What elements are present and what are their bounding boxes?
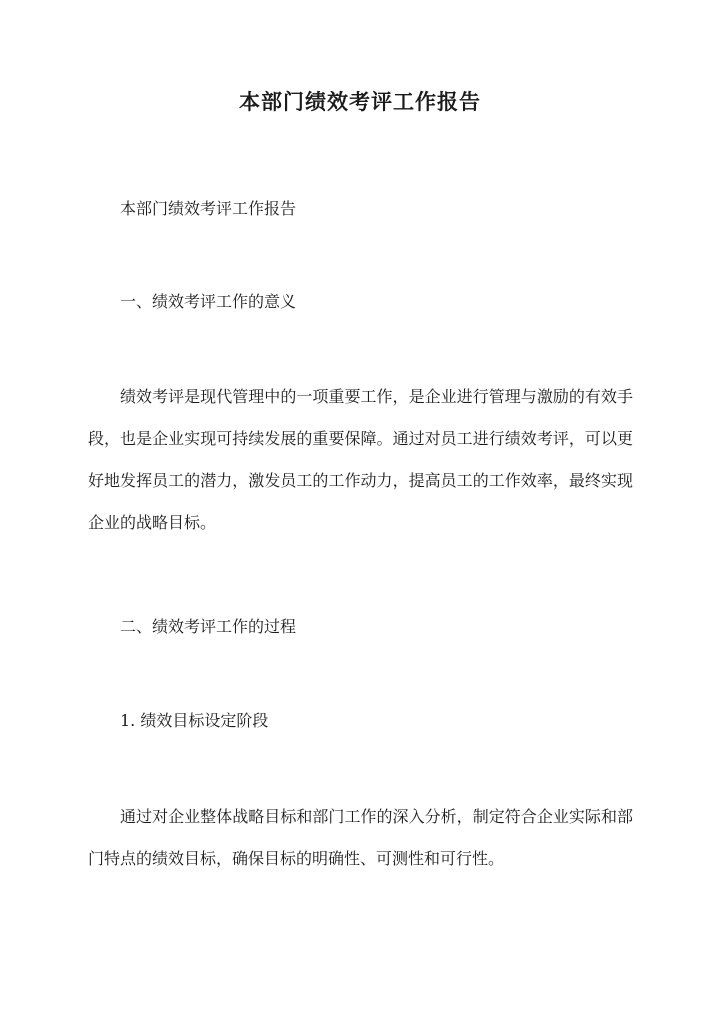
paragraph-goal-setting: 通过对企业整体战略目标和部门工作的深入分析，制定符合企业实际和部门特点的绩效目标，确保目标的明确性、可测性和可行性。 xyxy=(88,807,633,868)
section-heading-process: 二、绩效考评工作的过程 xyxy=(120,617,297,636)
paragraph-significance: 绩效考评是现代管理中的一项重要工作，是企业进行管理与激励的有效手段，也是企业实现可持续发展的重要保障。通过对员工进行绩效考评，可以更好地发挥员工的潜力，激发员工的工作动力，提高员工的工作效率，最终实现企业的战略目标。 xyxy=(88,387,633,532)
document-subtitle: 本部门绩效考评工作报告 xyxy=(120,199,297,218)
section-heading-significance: 一、绩效考评工作的意义 xyxy=(120,292,297,311)
subsection-heading-goal-setting: 1. 绩效目标设定阶段 xyxy=(120,711,269,730)
document-title: 本部门绩效考评工作报告 xyxy=(239,89,481,114)
